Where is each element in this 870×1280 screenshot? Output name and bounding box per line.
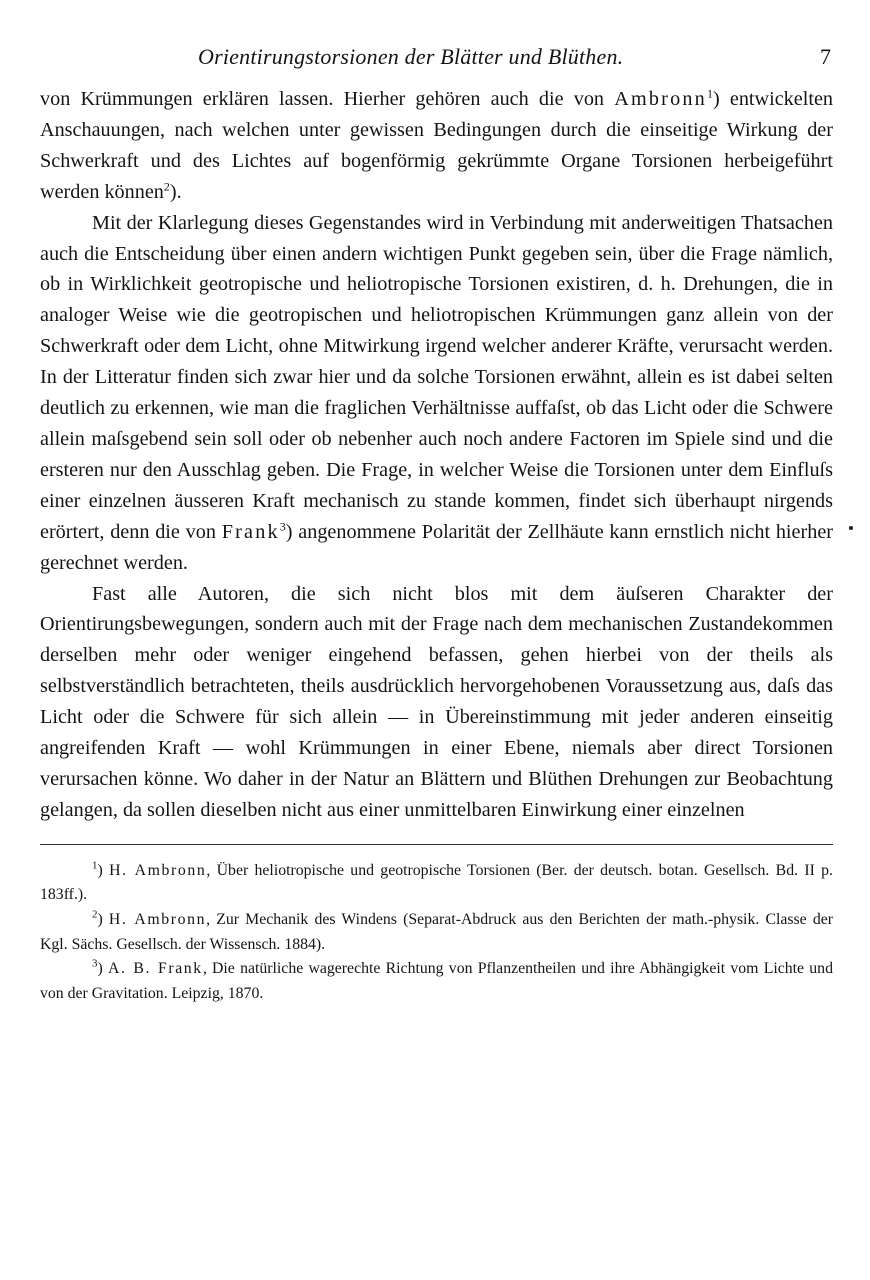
- footnote-author: H. Ambronn: [109, 861, 207, 879]
- footnote-marker: 2: [92, 908, 98, 921]
- footnote-text: , Zur Mechanik des Windens (Separat-Abdruck aus den Berichten der math.-physik. Classe der Kgl. Sächs. Gesellsch. der Wissensch. 1884).: [40, 910, 834, 953]
- footnote-marker: 1: [92, 859, 98, 872]
- paragraph-text: ).: [169, 180, 182, 203]
- footnote-ref-1: 1: [706, 86, 713, 101]
- footnote-2: $^2$) H. Ambronn, Zur Mechanik des Windens (Separat-Abdruck aus den Berichten der math.-physik. Classe der Kgl. Sächs. Gesellsch. der Wissensch. 1884).: [40, 908, 834, 953]
- footnote-3: $^3$) A. B. Frank, Die natürliche wagerechte Richtung von Pflanzentheilen und ihre Abhängigkeit vom Lichte und von der Gravitation. Leipzig, 1870.: [40, 957, 833, 1002]
- body-text: [40, 84, 833, 826]
- paragraph-text: ) angenommene Polarität der Zellhäute kann ernstlich nicht hierher gerechnet werden.: [40, 520, 833, 574]
- footnote-1: $^1$) H. Ambronn, Über heliotropische und geotropische Torsionen (Ber. der deutsch. botan. Gesellsch. Bd. II p. 183ff.).: [40, 859, 834, 904]
- paragraph-1: [40, 84, 833, 208]
- footnote-text: , Über heliotropische und geotropische Torsionen (Ber. der deutsch. botan. Gesellsch. Bd. II p. 183ff.).: [40, 861, 834, 904]
- footnote-author: H. Ambronn: [108, 910, 207, 928]
- paragraph-text: Fast alle Autoren, die sich nicht blos mit dem äuſseren Charakter der Orientirungsbewegungen, sondern auch mit der Frage nach dem mechanischen Zustandekommen derselben mehr oder weniger eingehend befassen, gehen hierbei von der theils als selbstverständlich betrachteten, theils ausdrücklich hervorgehobenen Voraussetzung aus, daſs das Licht oder die Schwere für sich allein — in Übereinstimmung mit jeder anderen einseitig angreifenden Kraft — wohl Krümmungen in einer Ebene, niemals aber direct Torsionen verursachen könne. Wo daher in der Natur an Blättern und Blüthen Drehungen zur Beobachtung gelangen, da sollen dieselben nicht aus einer unmittelbaren Einwirkung einer einzelnen: [40, 582, 833, 821]
- paragraph-text: Mit der Klarlegung dieses Gegenstandes wird in Verbindung mit anderweitigen Thatsachen auch die Entscheidung über einen andern wichtigen Punkt gegeben sein, über die Frage nämlich, ob in Wirklichkeit geotropische und heliotropische Torsionen existiren, d. h. Drehungen, die in analoger Weise wie die geotropischen und heliotropischen Krümmungen ganz allein von der Schwerkraft oder dem Licht, ohne Mitwirkung irgend welcher anderer Kräfte, verursacht werden. In der Litteratur finden sich zwar hier und da solche Torsionen erwähnt, allein es ist dabei selten deutlich zu erkennen, wie man die fraglichen Verhältnisse auffaſst, ob das Licht oder die Schwere allein maſsgebend sein soll oder ob nebenher auch noch andere Factoren im Spiele sind und die ersteren nur den Ausschlag geben. Die Frage, in welcher Weise die Torsionen unter dem Einfluſs einer einzelnen äusseren Kraft mechanisch zu stande kommen, findet sich überhaupt nirgends erörtert, denn die von: [40, 211, 833, 543]
- paragraph-2: [40, 208, 833, 579]
- running-head: [40, 40, 833, 84]
- running-title: Orientirungstorsionen der Blätter und Blüthen.: [198, 44, 624, 69]
- author-name-ambronn: Ambronn: [614, 88, 707, 110]
- page-number: 7: [820, 44, 831, 69]
- paragraph-text: von Krümmungen erklären lassen. Hierher gehören auch die von: [40, 88, 615, 110]
- footnote-author: A. B. Frank: [108, 960, 203, 978]
- footnote-text: , Die natürliche wagerechte Richtung von Pflanzentheilen und ihre Abhängigkeit vom Lichte und von der Gravitation. Leipzig, 1870.: [40, 960, 833, 1002]
- footnote-marker: 3: [92, 957, 98, 970]
- paragraph-text: ) entwickelten Anschauungen, nach welchen unter gewissen Bedingungen durch die einseitige Wirkung der Schwerkraft und des Lichtes auf bogenförmig gekrümmte Organe Torsionen herbeigeführt werden können: [40, 88, 833, 203]
- stray-ink-dot: [849, 526, 853, 530]
- paragraph-3: [40, 579, 833, 826]
- footnote-ref-3: 3: [279, 518, 286, 533]
- author-name-frank: Frank: [221, 520, 280, 543]
- footnote-rule: [40, 844, 833, 845]
- footnotes: [40, 859, 833, 1007]
- book-page: [40, 40, 833, 1006]
- footnote-ref-2: 2: [163, 178, 170, 193]
